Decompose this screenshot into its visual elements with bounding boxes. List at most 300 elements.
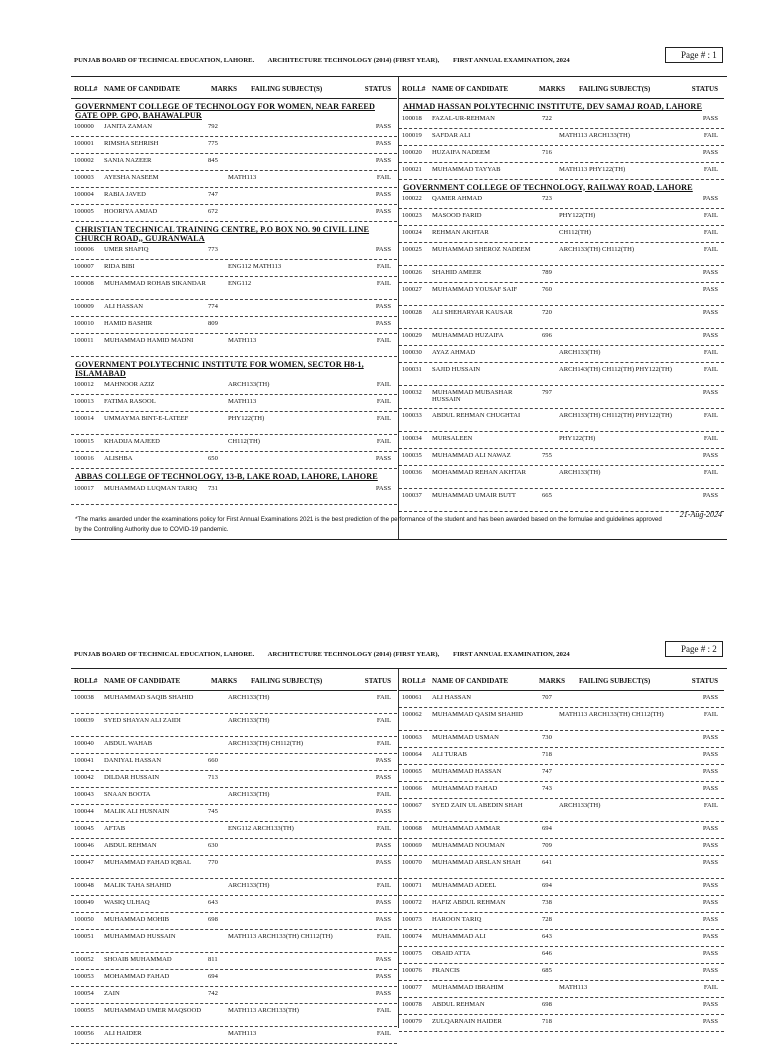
roll-number: 100012 <box>74 381 94 388</box>
status-header: STATUS <box>364 677 391 685</box>
roll-number: 100064 <box>402 751 422 758</box>
candidate-name: MUHAMMAD ALI NAWAZ <box>432 452 511 459</box>
result-status: PASS <box>702 148 718 156</box>
result-status: PASS <box>375 303 391 310</box>
roll-number: 100011 <box>74 337 94 344</box>
institute-heading: GOVERNMENT POLYTECHNIC INSTITUTE FOR WOMEN, SECTOR H8-1, ISLAMABAD <box>75 360 364 378</box>
name-header: NAME OF CANDIDATE <box>432 677 509 685</box>
page-number: Page # : 1 <box>665 47 723 63</box>
roll-number: 100054 <box>74 990 94 997</box>
candidate-name: RIDA BIBI <box>104 263 135 270</box>
candidate-name: MOHAMMAD FAHAD <box>104 973 170 980</box>
failing-subjects: ARCH133(TH) CH112(TH) <box>228 740 304 747</box>
failing-subjects: ARCH143(TH) CH112(TH) PHY122(TH) <box>559 366 672 373</box>
result-row <box>399 283 724 306</box>
candidate-name: KHADIJA MAJEED <box>104 438 160 445</box>
candidate-name: ALI SHEHARYAR KAUSAR <box>432 309 513 316</box>
result-status: PASS <box>702 452 718 459</box>
result-row <box>71 805 397 822</box>
failing-subjects: MATH113 <box>228 398 257 405</box>
marks-value: 718 <box>542 1018 552 1025</box>
roll-number: 100026 <box>402 269 422 276</box>
failing-subjects: ARCH133(TH) <box>228 694 270 701</box>
left-column <box>71 77 397 539</box>
result-row <box>399 839 724 856</box>
candidate-name: RIMSHA SEHRISH <box>104 140 159 147</box>
marks-value: 845 <box>208 157 218 164</box>
result-row <box>399 822 724 839</box>
roll-number: 100077 <box>402 984 422 991</box>
candidate-name: SHOAIB MUHAMMAD <box>104 956 172 963</box>
roll-number: 100037 <box>402 492 422 499</box>
marks-value: 770 <box>208 859 218 866</box>
name-header: NAME OF CANDIDATE <box>104 677 181 685</box>
marks-value: 792 <box>208 123 218 130</box>
failing-subjects: PHY122(TH) <box>228 415 265 422</box>
marks-value: 809 <box>208 320 218 327</box>
candidate-name: ALI TURAB <box>432 751 467 758</box>
result-row <box>399 765 724 782</box>
roll-number: 100078 <box>402 1001 422 1008</box>
result-status: FAIL <box>376 398 391 405</box>
marks-value: 685 <box>542 967 552 974</box>
result-row <box>399 998 724 1015</box>
candidate-name: UMER SHAFIQ <box>104 246 149 253</box>
result-status: PASS <box>702 195 718 202</box>
roll-header: ROLL# <box>402 85 426 93</box>
column-header <box>399 77 724 99</box>
result-row <box>399 856 724 879</box>
result-status: PASS <box>375 842 391 849</box>
candidate-name: SNAAN BOOTA <box>104 791 151 798</box>
candidate-name: MUHAMMAD HUZAIFA <box>432 332 504 339</box>
result-row <box>71 412 397 435</box>
result-row <box>399 981 724 998</box>
result-status: FAIL <box>376 825 391 832</box>
result-row <box>71 120 397 137</box>
roll-number: 100069 <box>402 842 422 849</box>
left-column <box>71 669 397 1037</box>
roll-number: 100016 <box>74 455 94 462</box>
candidate-name: MUHAMMAD FAHAD IQBAL <box>104 859 192 866</box>
roll-number: 100004 <box>74 191 94 198</box>
marks-value: 643 <box>542 933 552 940</box>
candidate-name: HUZAIFA NADEEM <box>432 148 490 156</box>
candidate-name: ABDUL WAHAB <box>104 740 153 747</box>
result-status: FAIL <box>376 1007 391 1014</box>
marks-value: 698 <box>542 1001 552 1008</box>
failing-subjects: PHY122(TH) <box>559 212 596 219</box>
result-row <box>399 129 724 146</box>
roll-number: 100030 <box>402 349 422 356</box>
result-status: FAIL <box>703 131 718 139</box>
name-header: NAME OF CANDIDATE <box>432 85 509 93</box>
result-status: PASS <box>375 956 391 963</box>
result-status: FAIL <box>376 694 391 701</box>
result-row <box>399 913 724 930</box>
result-row <box>71 154 397 171</box>
roll-number: 100023 <box>402 212 422 219</box>
candidate-name: MUHAMMAD USMAN <box>432 734 499 741</box>
marks-value: 716 <box>542 148 552 156</box>
result-row <box>399 346 724 363</box>
candidate-name: DANIYAL HASSAN <box>104 757 162 764</box>
candidate-name: MOHAMMAD REHAN AKHTAR <box>432 469 526 476</box>
result-row <box>71 1004 397 1027</box>
roll-number: 100049 <box>74 899 94 906</box>
candidate-name: MAHNOOR AZIZ <box>104 381 155 388</box>
results-table <box>71 76 727 540</box>
result-row <box>399 489 724 512</box>
roll-number: 100003 <box>74 174 94 181</box>
right-column <box>398 669 724 1028</box>
candidate-name: DILDAR HUSSAIN <box>104 774 160 781</box>
failing-subjects: MATH113 <box>228 174 257 181</box>
result-status: PASS <box>702 269 718 276</box>
page-header <box>74 651 582 658</box>
marks-value: 760 <box>542 286 552 293</box>
result-row <box>71 913 397 930</box>
roll-header: ROLL# <box>402 677 426 685</box>
result-row <box>399 409 724 432</box>
roll-number: 100079 <box>402 1018 422 1025</box>
result-row <box>399 243 724 266</box>
candidate-name: FATIMA RASOOL <box>104 398 156 405</box>
result-row <box>399 266 724 283</box>
marks-value: 709 <box>542 842 552 849</box>
candidate-name: SHAHID AMEER <box>432 269 482 276</box>
roll-number: 100031 <box>402 366 422 373</box>
candidate-name: SAJID HUSSAIN <box>432 366 481 373</box>
candidate-name: MUHAMMAD YOUSAF SAIF <box>432 286 518 293</box>
result-row <box>71 788 397 805</box>
roll-number: 100062 <box>402 711 422 718</box>
result-status: PASS <box>375 455 391 462</box>
result-status: PASS <box>702 492 718 499</box>
result-row <box>71 137 397 154</box>
candidate-name: MUHAMMAD SHEROZ NADEEM <box>432 246 531 253</box>
roll-number: 100021 <box>402 165 422 173</box>
candidate-name: ABDUL REHMAN CHUGHTAI <box>432 412 521 419</box>
candidate-name: ABDUL REHMAN <box>432 1001 485 1008</box>
result-page-2 <box>0 636 768 1037</box>
roll-number: 100063 <box>402 734 422 741</box>
result-status: PASS <box>375 899 391 906</box>
result-status: FAIL <box>703 212 718 219</box>
failing-subjects: ENG112 ARCH133(TH) <box>228 825 294 832</box>
marks-value: 660 <box>208 757 218 764</box>
marks-value: 745 <box>208 808 218 815</box>
failing-header: FAILING SUBJECT(S) <box>579 85 651 93</box>
marks-value: 646 <box>542 950 552 957</box>
result-row <box>71 691 397 714</box>
exam-name: FIRST ANNUAL EXAMINATION, 2024 <box>453 651 570 658</box>
roll-number: 100018 <box>402 114 422 122</box>
roll-number: 100073 <box>402 916 422 923</box>
result-status: PASS <box>375 191 391 198</box>
result-status: PASS <box>375 208 391 215</box>
roll-number: 100042 <box>74 774 94 781</box>
candidate-name: AYAZ AHMAD <box>432 349 476 356</box>
result-row <box>71 856 397 879</box>
result-row <box>71 277 397 300</box>
marks-value: 694 <box>542 825 552 832</box>
result-row <box>71 987 397 1004</box>
marks-value: 723 <box>542 195 552 202</box>
result-status: FAIL <box>376 740 391 747</box>
marks-value: 773 <box>208 246 218 253</box>
candidate-name: SYED ZAIN UL ABEDIN SHAH <box>432 802 523 809</box>
roll-number: 100006 <box>74 246 94 253</box>
candidate-name: MUHAMMAD AMMAR <box>432 825 501 832</box>
result-row <box>71 317 397 334</box>
roll-number: 100053 <box>74 973 94 980</box>
result-row <box>399 146 724 163</box>
result-status: FAIL <box>703 711 718 718</box>
candidate-name: AFTAB <box>104 825 126 832</box>
roll-number: 100055 <box>74 1007 94 1014</box>
candidate-name: MUHAMMAD FAHAD <box>432 785 498 792</box>
failing-subjects: ARCH133(TH) <box>559 802 601 809</box>
result-status: PASS <box>702 859 718 866</box>
marks-value: 650 <box>208 455 218 462</box>
failing-subjects: ARCH133(TH) <box>559 349 601 356</box>
failing-subjects: ENG112 MATH113 <box>228 263 282 270</box>
column-header <box>71 77 397 99</box>
roll-number: 100075 <box>402 950 422 957</box>
result-status: FAIL <box>376 1030 391 1037</box>
candidate-name: ZAIN <box>104 990 120 997</box>
marks-value: 707 <box>542 694 552 701</box>
failing-subjects: MATH113 ARCH133(TH) CH112(TH) <box>559 711 664 718</box>
result-row <box>71 300 397 317</box>
roll-number: 100014 <box>74 415 94 422</box>
result-row <box>399 708 724 731</box>
marks-value: 731 <box>208 484 218 492</box>
marks-value: 722 <box>542 114 552 122</box>
result-row <box>71 930 397 953</box>
roll-number: 100041 <box>74 757 94 764</box>
result-row <box>399 731 724 748</box>
roll-number: 100009 <box>74 303 94 310</box>
column-header <box>399 669 724 691</box>
candidate-name: WASIQ ULHAQ <box>104 899 150 906</box>
result-row <box>71 205 397 222</box>
marks-value: 643 <box>208 899 218 906</box>
candidate-name: MUHAMMAD ALI <box>432 933 486 940</box>
roll-number: 100052 <box>74 956 94 963</box>
result-status: FAIL <box>703 165 718 173</box>
marks-value: 774 <box>208 303 218 310</box>
results-table <box>71 668 727 1037</box>
failing-header: FAILING SUBJECT(S) <box>251 85 323 93</box>
roll-number: 100066 <box>402 785 422 792</box>
result-status: FAIL <box>703 349 718 356</box>
result-status: PASS <box>375 320 391 327</box>
marks-value: 672 <box>208 208 218 215</box>
result-status: FAIL <box>376 337 391 344</box>
candidate-name: RABIA JAVED <box>104 191 146 198</box>
result-status: FAIL <box>703 984 718 991</box>
failing-subjects: MATH113 ARCH133(TH) <box>559 131 631 139</box>
candidate-name: AYESHA NASEEM <box>104 174 159 181</box>
failing-subjects: ENG112 <box>228 280 252 287</box>
candidate-name: MUHAMMAD ARSLAN SHAH <box>432 859 521 866</box>
marks-header: MARKS <box>211 677 238 685</box>
result-row <box>71 1027 397 1044</box>
result-status: FAIL <box>703 802 718 809</box>
candidate-name: HOORIYA AMJAD <box>104 208 158 215</box>
marks-value: 720 <box>542 309 552 316</box>
candidate-name: ALI HAIDER <box>104 1030 142 1037</box>
result-row <box>71 482 397 505</box>
result-status: PASS <box>702 882 718 889</box>
status-header: STATUS <box>691 677 718 685</box>
result-status: PASS <box>375 973 391 980</box>
failing-subjects: ARCH133(TH) <box>228 381 270 388</box>
result-status: PASS <box>702 694 718 701</box>
course-name: ARCHITECTURE TECHNOLOGY (2014) (FIRST YEAR), <box>267 57 440 64</box>
result-status: FAIL <box>376 415 391 422</box>
result-row <box>399 1015 724 1032</box>
failing-subjects: CH112(TH) <box>559 229 591 236</box>
institute-heading: GOVERNMENT COLLEGE OF TECHNOLOGY FOR WOMEN, NEAR FAREED GATE OPP. GPO, BAHAWALPUR <box>75 102 375 120</box>
roll-number: 100051 <box>74 933 94 940</box>
marks-value: 730 <box>542 734 552 741</box>
roll-number: 100008 <box>74 280 94 287</box>
failing-subjects: ARCH133(TH) <box>228 717 270 724</box>
roll-number: 100013 <box>74 398 94 405</box>
roll-number: 100032 <box>402 389 422 396</box>
marks-value: 630 <box>208 842 218 849</box>
result-row <box>399 782 724 799</box>
roll-number: 100071 <box>402 882 422 889</box>
failing-subjects: MATH113 <box>228 1030 257 1037</box>
right-column <box>398 77 724 539</box>
marks-value: 742 <box>208 990 218 997</box>
candidate-name: UMMAYMA BINT-E-LATEEF <box>104 415 189 422</box>
roll-number: 100043 <box>74 791 94 798</box>
name-header: NAME OF CANDIDATE <box>104 85 181 93</box>
result-status: PASS <box>702 916 718 923</box>
result-row <box>71 771 397 788</box>
roll-number: 100017 <box>74 484 94 492</box>
candidate-name: OBAID ATTA <box>432 950 471 957</box>
roll-number: 100005 <box>74 208 94 215</box>
result-row <box>399 432 724 449</box>
roll-number: 100019 <box>402 131 422 139</box>
roll-number: 100007 <box>74 263 94 270</box>
result-status: FAIL <box>703 412 718 419</box>
result-status: PASS <box>702 1018 718 1025</box>
roll-number: 100002 <box>74 157 94 164</box>
failing-subjects: MATH113 <box>559 984 588 991</box>
candidate-name: MURSALEEN <box>432 435 473 442</box>
result-status: PASS <box>375 808 391 815</box>
failing-subjects: ARCH133(TH) <box>228 882 270 889</box>
candidate-name: FAZAL-UR-REHMAN <box>432 114 495 122</box>
marks-value: 698 <box>208 916 218 923</box>
marks-value: 747 <box>542 768 552 775</box>
board-name: PUNJAB BOARD OF TECHNICAL EDUCATION, LAHORE. <box>74 57 255 64</box>
roll-number: 100020 <box>402 148 422 156</box>
result-row <box>71 334 397 357</box>
result-row <box>399 896 724 913</box>
result-row <box>399 964 724 981</box>
roll-number: 100068 <box>402 825 422 832</box>
candidate-name: MUHAMMAD NOUMAN <box>432 842 505 849</box>
result-row <box>399 386 724 409</box>
candidate-name: MUHAMMAD ADEEL <box>432 882 497 889</box>
roll-number: 100074 <box>402 933 422 940</box>
result-row <box>399 449 724 466</box>
candidate-name: ALISHBA <box>104 455 133 462</box>
result-status: PASS <box>702 1001 718 1008</box>
result-status: FAIL <box>376 280 391 287</box>
institute-heading: ABBAS COLLEGE OF TECHNOLOGY, 13-B, LAKE ROAD, LAHORE, LAHORE <box>75 472 378 481</box>
candidate-name: MALIK TAHA SHAHID <box>104 882 172 889</box>
result-status: PASS <box>375 246 391 253</box>
roll-number: 100036 <box>402 469 422 476</box>
result-status: PASS <box>702 734 718 741</box>
result-row <box>71 188 397 205</box>
result-status: PASS <box>375 990 391 997</box>
result-status: FAIL <box>703 435 718 442</box>
failing-subjects: MATH113 PHY122(TH) <box>559 165 626 173</box>
exam-name: FIRST ANNUAL EXAMINATION, 2024 <box>453 57 570 64</box>
roll-number: 100038 <box>74 694 94 701</box>
roll-number: 100015 <box>74 438 94 445</box>
candidate-name: MUHAMMAD QASIM SHAHID <box>432 711 523 718</box>
failing-subjects: MATH113 <box>228 337 257 344</box>
footnote: *The marks awarded under the examinations policy for First Annual Examinations 2021 is the best prediction of the performance of the student and has been awarded based on the formulae and guidelines approved by the Controlling Authority due to COVID-19 pandemic. <box>75 516 662 533</box>
candidate-name: MUHAMMAD HUSSAIN <box>104 933 176 940</box>
roll-number: 100039 <box>74 717 94 724</box>
marks-value: 696 <box>542 332 552 339</box>
failing-subjects: CH112(TH) <box>228 438 260 445</box>
result-row <box>71 737 397 754</box>
result-row <box>71 879 397 896</box>
candidate-name: JANITA ZAMAN <box>104 123 153 130</box>
result-status: PASS <box>702 389 718 396</box>
candidate-name: QAMER AHMAD <box>432 195 483 202</box>
roll-number: 100065 <box>402 768 422 775</box>
result-row <box>71 452 397 469</box>
result-status: PASS <box>702 751 718 758</box>
marks-header: MARKS <box>211 85 238 93</box>
result-row <box>71 171 397 188</box>
result-row <box>71 839 397 856</box>
roll-number: 100047 <box>74 859 94 866</box>
result-row <box>71 395 397 412</box>
candidate-name: MALIK ALI HUSNAIN <box>104 808 170 815</box>
result-status: PASS <box>375 157 391 164</box>
marks-value: 811 <box>208 956 218 963</box>
result-status: PASS <box>702 309 718 316</box>
marks-value: 694 <box>208 973 218 980</box>
result-status: FAIL <box>703 246 718 253</box>
result-status: FAIL <box>376 882 391 889</box>
roll-number: 100067 <box>402 802 422 809</box>
candidate-name: MUHAMMAD IBRAHIM <box>432 984 504 991</box>
marks-value: 797 <box>542 389 552 396</box>
candidate-name: MUHAMMAD UMER MAQSOOD <box>104 1007 202 1014</box>
roll-number: 100029 <box>402 332 422 339</box>
marks-value: 743 <box>542 785 552 792</box>
roll-number: 100072 <box>402 899 422 906</box>
result-row <box>71 896 397 913</box>
failing-subjects: MATH113 ARCH133(TH) <box>228 1007 300 1014</box>
